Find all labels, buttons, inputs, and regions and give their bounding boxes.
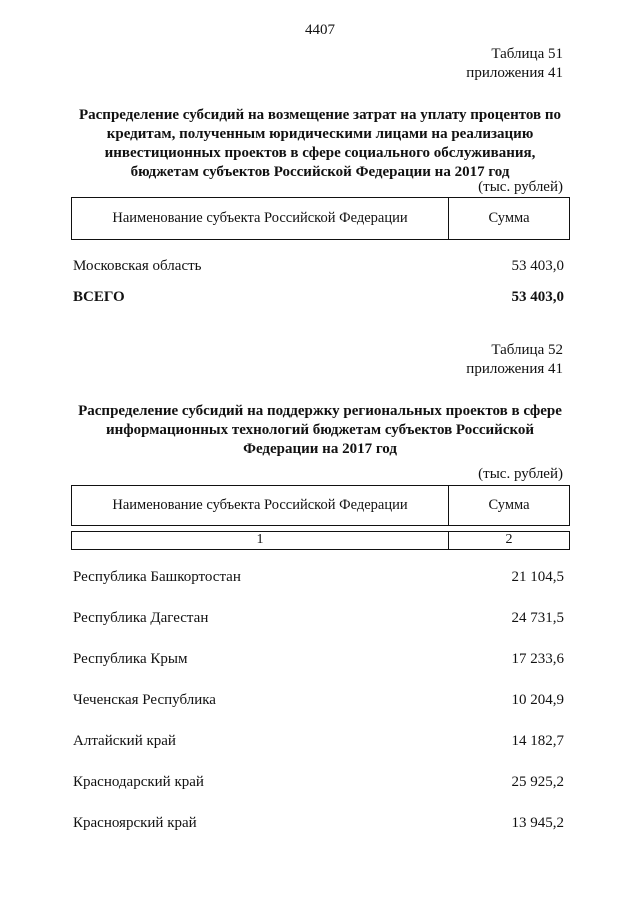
table-row: [73, 774, 564, 791]
region-name: Республика Башкортостан: [73, 569, 241, 585]
region-name: Красноярский край: [73, 815, 197, 831]
table-row: [73, 610, 564, 627]
region-name: Республика Крым: [73, 651, 188, 667]
table51-title-line: Распределение субсидий на возмещение затрат на уплату процентов по: [78, 107, 562, 123]
region-amount: 17 233,6: [511, 651, 564, 667]
table52-title: [60, 402, 580, 459]
region-name: Чеченская Республика: [73, 692, 216, 708]
region-amount: 25 925,2: [511, 774, 564, 790]
table52-header-name: Наименование субъекта Российской Федерации: [72, 486, 449, 525]
table51-header: [71, 197, 570, 240]
table51-ref-line2: приложения 41: [466, 65, 563, 81]
table52-header: [71, 485, 570, 526]
table-row: [73, 651, 564, 668]
table51-title-line: кредитам, полученным юридическими лицами на реализацию: [106, 126, 534, 142]
table51-header-sum: Сумма: [488, 210, 530, 226]
table51-title-line: бюджетам субъектов Российской Федерации на 2017 год: [130, 164, 510, 180]
page-number: 4407: [305, 22, 335, 38]
column-number-2: 2: [505, 532, 513, 547]
table-row: [73, 733, 564, 750]
table52-ref-line1: Таблица 52: [491, 342, 563, 358]
table-row: [73, 258, 564, 275]
region-name: Республика Дагестан: [73, 610, 209, 626]
table51-title: [60, 106, 580, 182]
table52-title-line: Распределение субсидий на поддержку региональных проектов в сфере: [78, 403, 562, 419]
table51-units: (тыс. рублей): [478, 179, 563, 195]
table52-title-line: информационных технологий бюджетам субъектов Российской: [105, 422, 535, 438]
table51-header-name: Наименование субъекта Российской Федерации: [72, 198, 449, 239]
total-label: ВСЕГО: [73, 289, 125, 305]
table52-title-line: Федерации на 2017 год: [243, 441, 397, 457]
column-number-1: 1: [72, 532, 449, 549]
region-name: Краснодарский край: [73, 774, 204, 790]
table-row: [73, 569, 564, 586]
region-amount: 24 731,5: [511, 610, 564, 626]
table51-title-line: инвестиционных проектов в сфере социального обслуживания,: [104, 145, 536, 161]
table52-ref-line2: приложения 41: [466, 361, 563, 377]
region-amount: 21 104,5: [511, 569, 564, 585]
region-amount: 10 204,9: [511, 692, 564, 708]
table-row: [73, 692, 564, 709]
table51-ref-line1: Таблица 51: [491, 46, 563, 62]
table52-header-sum: Сумма: [488, 497, 530, 513]
region-name: Московская область: [73, 258, 202, 274]
table52-column-numbers: [71, 531, 570, 550]
table-row: [73, 815, 564, 832]
total-row: [73, 289, 564, 306]
total-amount: 53 403,0: [511, 289, 564, 305]
table52-units: (тыс. рублей): [478, 466, 563, 482]
region-name: Алтайский край: [73, 733, 176, 749]
region-amount: 53 403,0: [511, 258, 564, 274]
region-amount: 13 945,2: [511, 815, 564, 831]
region-amount: 14 182,7: [511, 733, 564, 749]
